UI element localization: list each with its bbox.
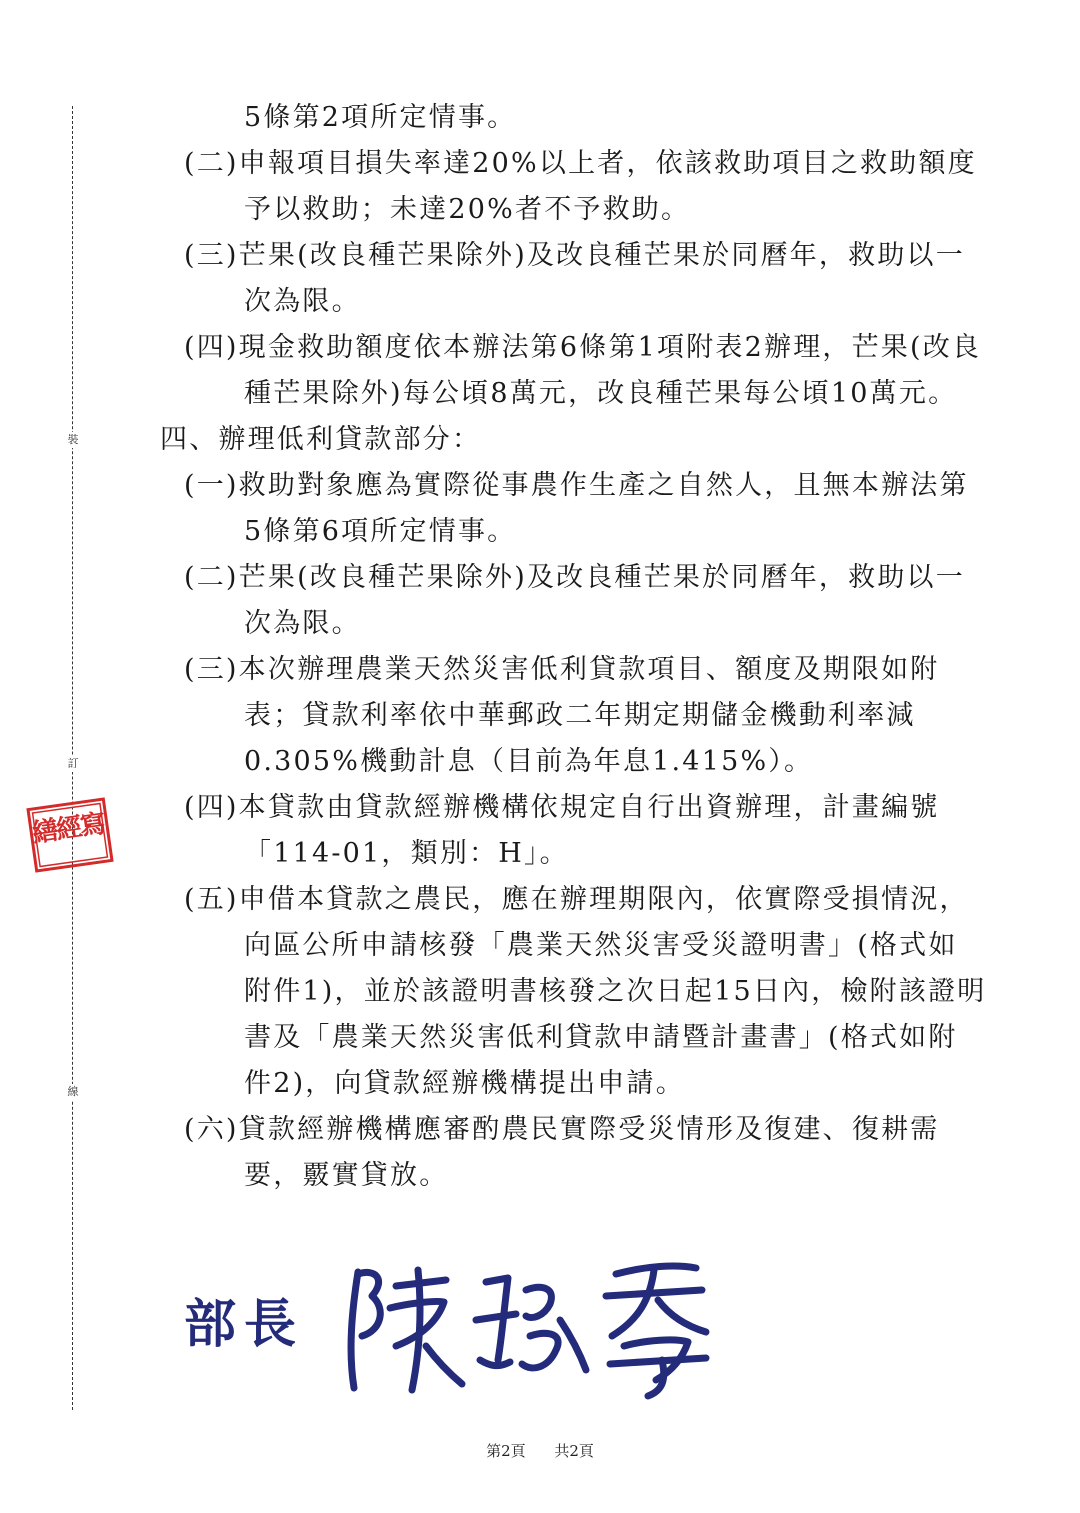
body-line: (六)貸款經辦機構應審酌農民實際受災情形及復建、復耕需 bbox=[184, 1114, 940, 1145]
body-line: (一)救助對象應為實際從事農作生產之自然人，且無本辦法第 bbox=[184, 470, 969, 501]
page-footer bbox=[0, 1440, 1080, 1461]
body-line: 件2)，向貸款經辦機構提出申請。 bbox=[244, 1068, 685, 1099]
body-line: (三)本次辦理農業天然災害低利貸款項目、額度及期限如附 bbox=[184, 654, 940, 685]
body-line: (三)芒果(改良種芒果除外)及改良種芒果於同曆年，救助以一 bbox=[184, 240, 965, 271]
section-heading: 四、辦理低利貸款部分： bbox=[160, 424, 482, 455]
body-line: (四)現金救助額度依本辦法第6條第1項附表2辦理，芒果(改良 bbox=[184, 332, 982, 363]
page-number: 第2頁 bbox=[486, 1442, 526, 1460]
handwritten-signature bbox=[176, 1250, 716, 1400]
signature-title: 部長 bbox=[184, 1294, 305, 1355]
body-line: 要，覈實貸放。 bbox=[244, 1160, 449, 1191]
seal-text: 繕經寫 bbox=[30, 809, 107, 849]
binding-mark-zhuang: 裝 bbox=[62, 432, 84, 448]
body-line: 5條第6項所定情事。 bbox=[244, 516, 517, 547]
body-line: 「114-01，類別：H」。 bbox=[244, 838, 569, 869]
body-line: (二)芒果(改良種芒果除外)及改良種芒果於同曆年，救助以一 bbox=[184, 562, 965, 593]
body-line: 次為限。 bbox=[244, 608, 361, 639]
body-line: 5條第2項所定情事。 bbox=[244, 102, 517, 133]
page-total: 共2頁 bbox=[554, 1442, 594, 1460]
body-line: 次為限。 bbox=[244, 286, 361, 317]
body-line: (四)本貸款由貸款經辦機構依規定自行出資辦理，計畫編號 bbox=[184, 792, 940, 823]
body-line: (五)申借本貸款之農民，應在辦理期限內，依實際受損情況， bbox=[184, 884, 969, 915]
body-line: 0.305%機動計息（目前為年息1.415%）。 bbox=[244, 746, 814, 777]
body-line: 向區公所申請核發「農業天然災害受災證明書」(格式如 bbox=[244, 930, 958, 961]
body-line: 表；貸款利率依中華郵政二年期定期儲金機動利率減 bbox=[244, 700, 916, 731]
binding-mark-xian: 線 bbox=[62, 1084, 84, 1100]
body-line: 種芒果除外)每公頃8萬元，改良種芒果每公頃10萬元。 bbox=[244, 378, 958, 409]
binding-mark-ding: 訂 bbox=[62, 756, 84, 772]
body-line: (二)申報項目損失率達20%以上者，依該救助項目之救助額度 bbox=[184, 148, 977, 179]
body-line: 予以救助；未達20%者不予救助。 bbox=[244, 194, 691, 225]
body-line: 附件1)，並於該證明書核發之次日起15日內，檢附該證明 bbox=[244, 976, 987, 1007]
body-line: 書及「農業天然災害低利貸款申請暨計畫書」(格式如附 bbox=[244, 1022, 958, 1053]
